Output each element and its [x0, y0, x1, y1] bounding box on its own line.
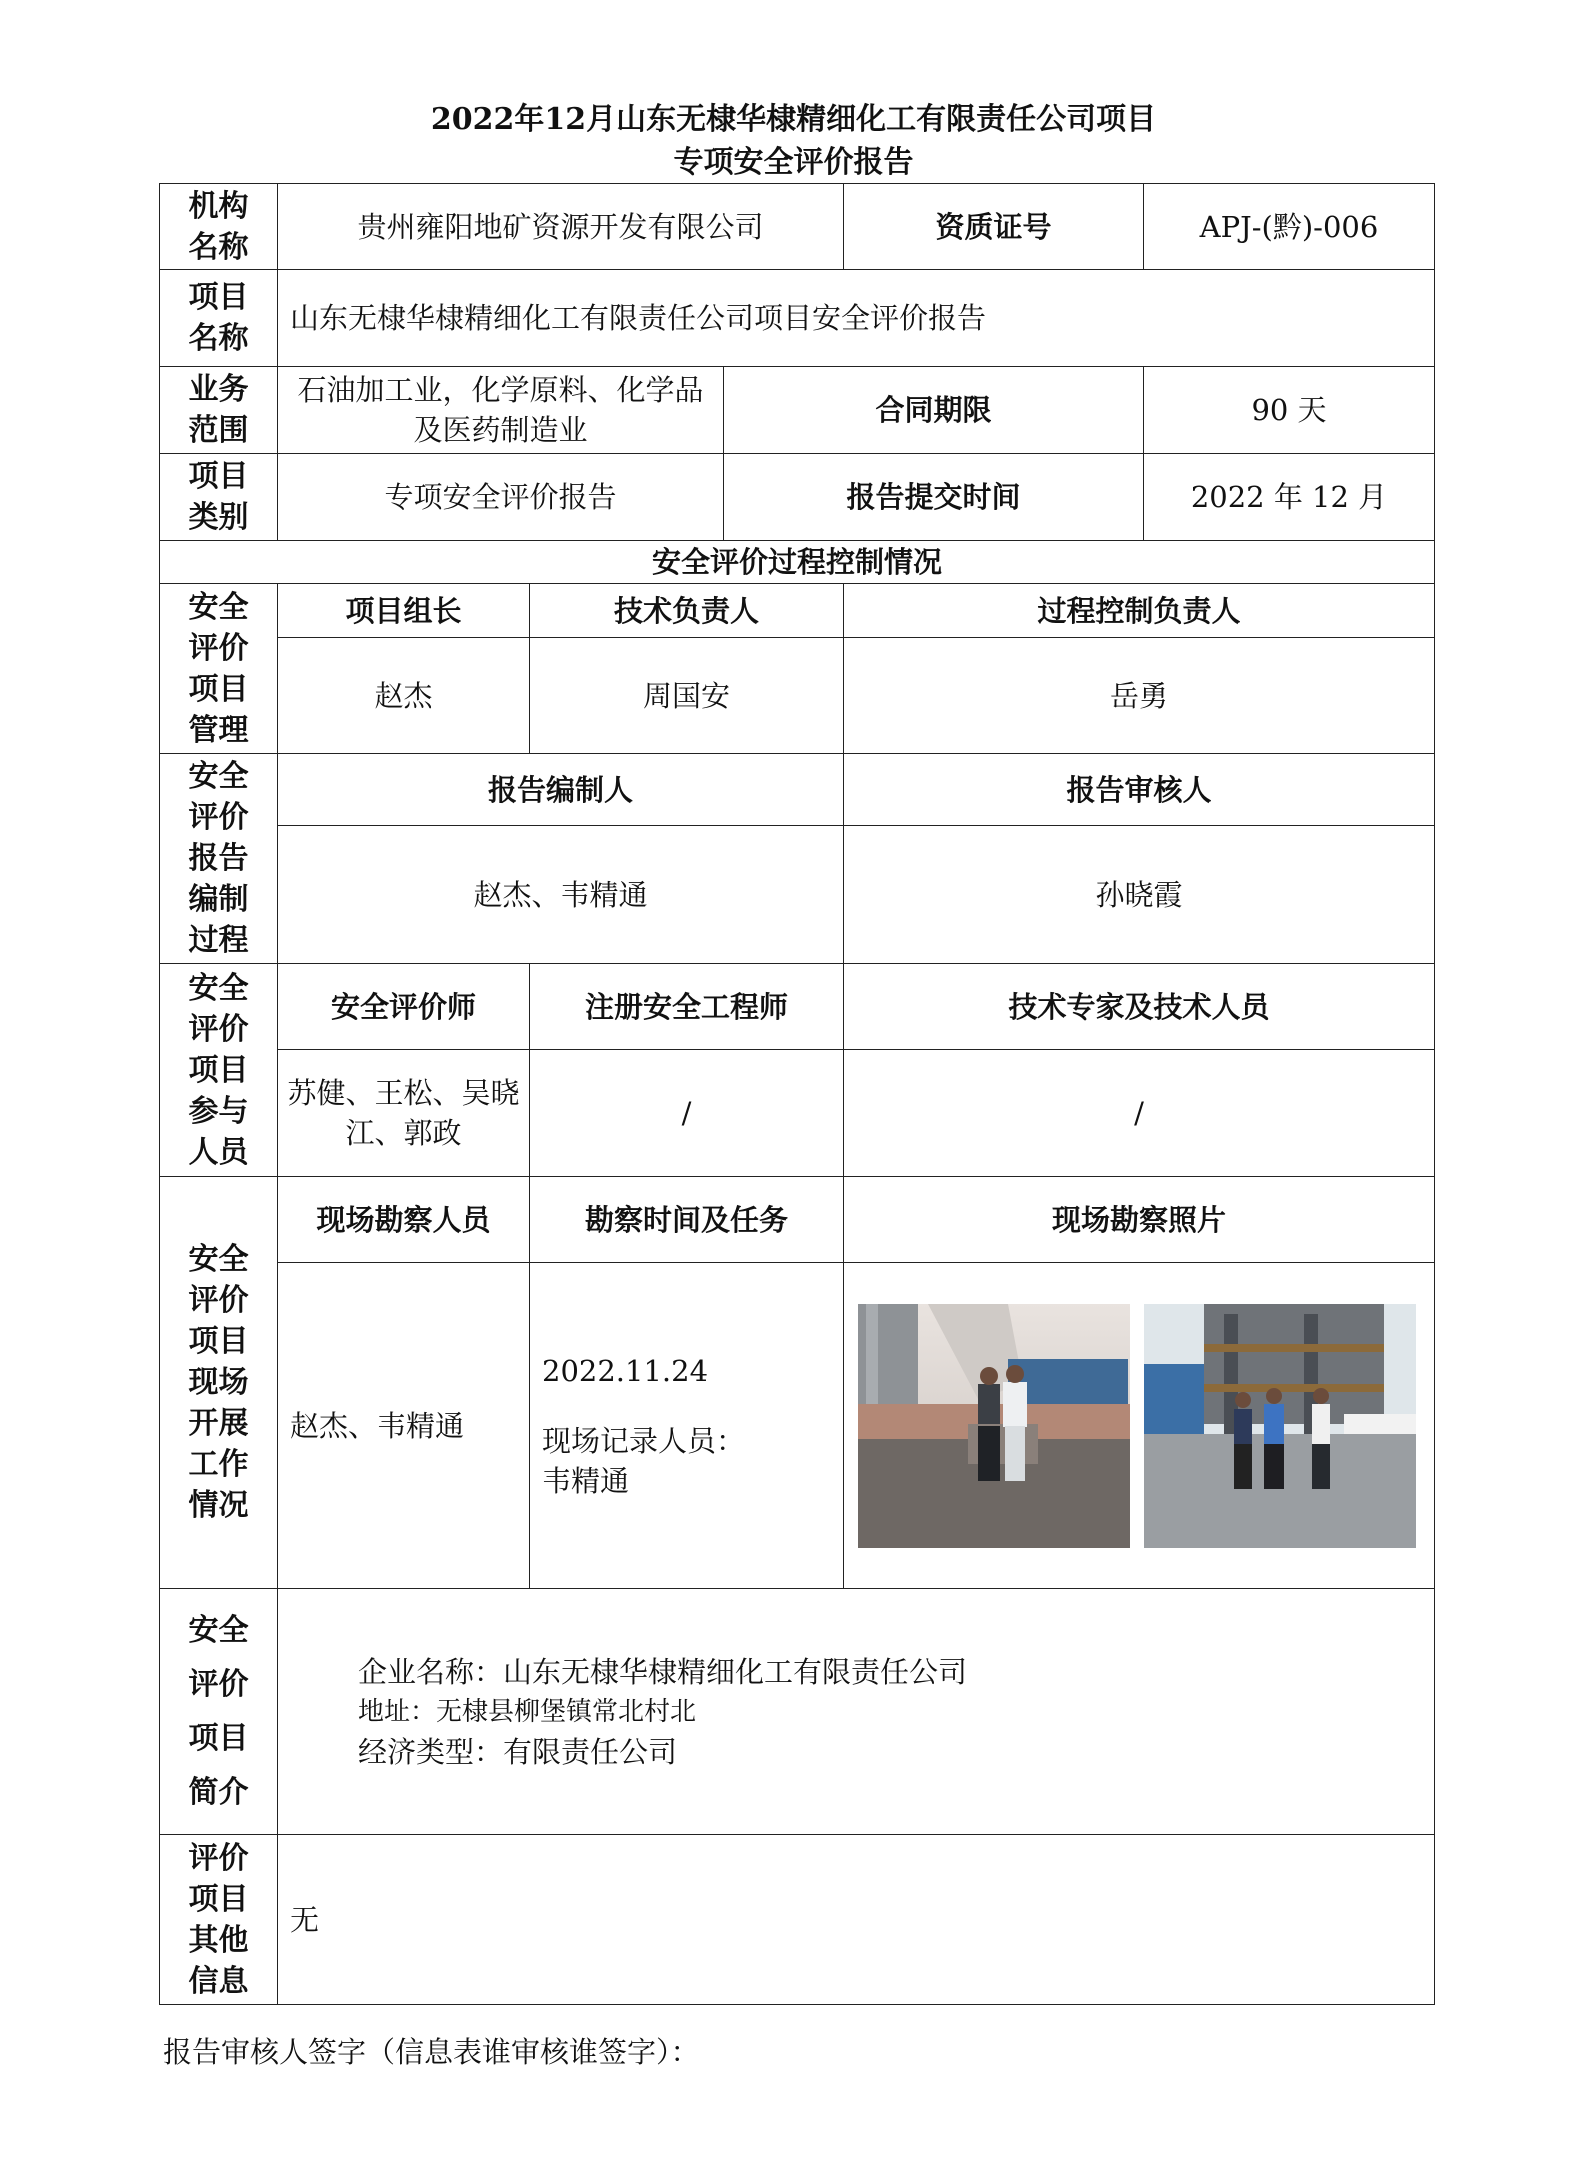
info-table [159, 183, 1435, 2005]
site-date: 2022.11.24 [542, 1353, 709, 1388]
site-recorder: 韦精通 [542, 1463, 630, 1498]
participants-value-evaluator: 苏健、王松、吴晓江、郭政 [278, 1050, 530, 1177]
mgmt-value-control: 岳勇 [844, 638, 1435, 754]
site-people: 赵杰、韦精通 [278, 1263, 530, 1589]
intro-economy: 经济类型：有限责任公司 [358, 1734, 678, 1769]
cert-label: 资质证号 [844, 184, 1144, 270]
intro-content [278, 1589, 1435, 1835]
site-header-photos: 现场勘察照片 [844, 1177, 1435, 1263]
other-value: 无 [278, 1835, 1435, 2005]
submit-value: 2022 年 12 月 [1144, 454, 1435, 541]
document-title-line1: 2022年12月山东无棣华棣精细化工有限责任公司项目 [430, 102, 1157, 137]
mgmt-header-control: 过程控制负责人 [844, 584, 1435, 638]
category-label: 项目 类别 [160, 454, 278, 541]
project-value: 山东无棣华棣精细化工有限责任公司项目安全评价报告 [278, 270, 1435, 367]
participants-header-evaluator: 安全评价师 [278, 964, 530, 1050]
section-title: 安全评价过程控制情况 [160, 541, 1435, 584]
intro-company: 企业名称：山东无棣华棣精细化工有限责任公司 [358, 1654, 968, 1689]
mgmt-label: 安全 评价 项目 管理 [160, 584, 278, 754]
participants-value-engineer: / [530, 1050, 844, 1177]
project-label: 项目 名称 [160, 270, 278, 367]
participants-header-engineer: 注册安全工程师 [530, 964, 844, 1050]
site-recorder-label: 现场记录人员： [542, 1423, 746, 1458]
scope-value: 石油加工业，化学原料、化学品及医药制造业 [278, 367, 724, 454]
contract-label: 合同期限 [724, 367, 1144, 454]
mgmt-value-tech: 周国安 [530, 638, 844, 754]
other-label: 评价 项目 其他 信息 [160, 1835, 278, 2005]
org-value: 贵州雍阳地矿资源开发有限公司 [278, 184, 844, 270]
contract-value: 90 天 [1144, 367, 1435, 454]
site-header-time: 勘察时间及任务 [530, 1177, 844, 1263]
site-time-task [530, 1263, 844, 1589]
participants-header-experts: 技术专家及技术人员 [844, 964, 1435, 1050]
mgmt-value-leader: 赵杰 [278, 638, 530, 754]
site-photo-1 [858, 1304, 1130, 1548]
intro-label: 安全 评价 项目 简介 [160, 1589, 278, 1835]
org-label: 机构 名称 [160, 184, 278, 270]
participants-label: 安全 评价 项目 参与 人员 [160, 964, 278, 1177]
site-photos-cell [844, 1263, 1435, 1589]
document-title-line2: 专项安全评价报告 [673, 145, 914, 180]
mgmt-header-leader: 项目组长 [278, 584, 530, 638]
participants-value-experts: / [844, 1050, 1435, 1177]
site-header-people: 现场勘察人员 [278, 1177, 530, 1263]
mgmt-header-tech: 技术负责人 [530, 584, 844, 638]
reviewer-signature-line: 报告审核人签字（信息表谁审核谁签字）： [163, 2035, 700, 2069]
cert-value: APJ-(黔)-006 [1144, 184, 1435, 270]
prep-label: 安全 评价 报告 编制 过程 [160, 754, 278, 964]
site-photo-2 [1144, 1304, 1416, 1548]
category-value: 专项安全评价报告 [278, 454, 724, 541]
submit-label: 报告提交时间 [724, 454, 1144, 541]
prep-value-writer: 赵杰、韦精通 [278, 826, 844, 964]
prep-header-writer: 报告编制人 [278, 754, 844, 826]
prep-value-reviewer: 孙晓霞 [844, 826, 1435, 964]
prep-header-reviewer: 报告审核人 [844, 754, 1435, 826]
site-label: 安全 评价 项目 现场 开展 工作 情况 [160, 1177, 278, 1589]
scope-label: 业务 范围 [160, 367, 278, 454]
intro-address: 地址：无棣县柳堡镇常北村北 [358, 1696, 697, 1727]
